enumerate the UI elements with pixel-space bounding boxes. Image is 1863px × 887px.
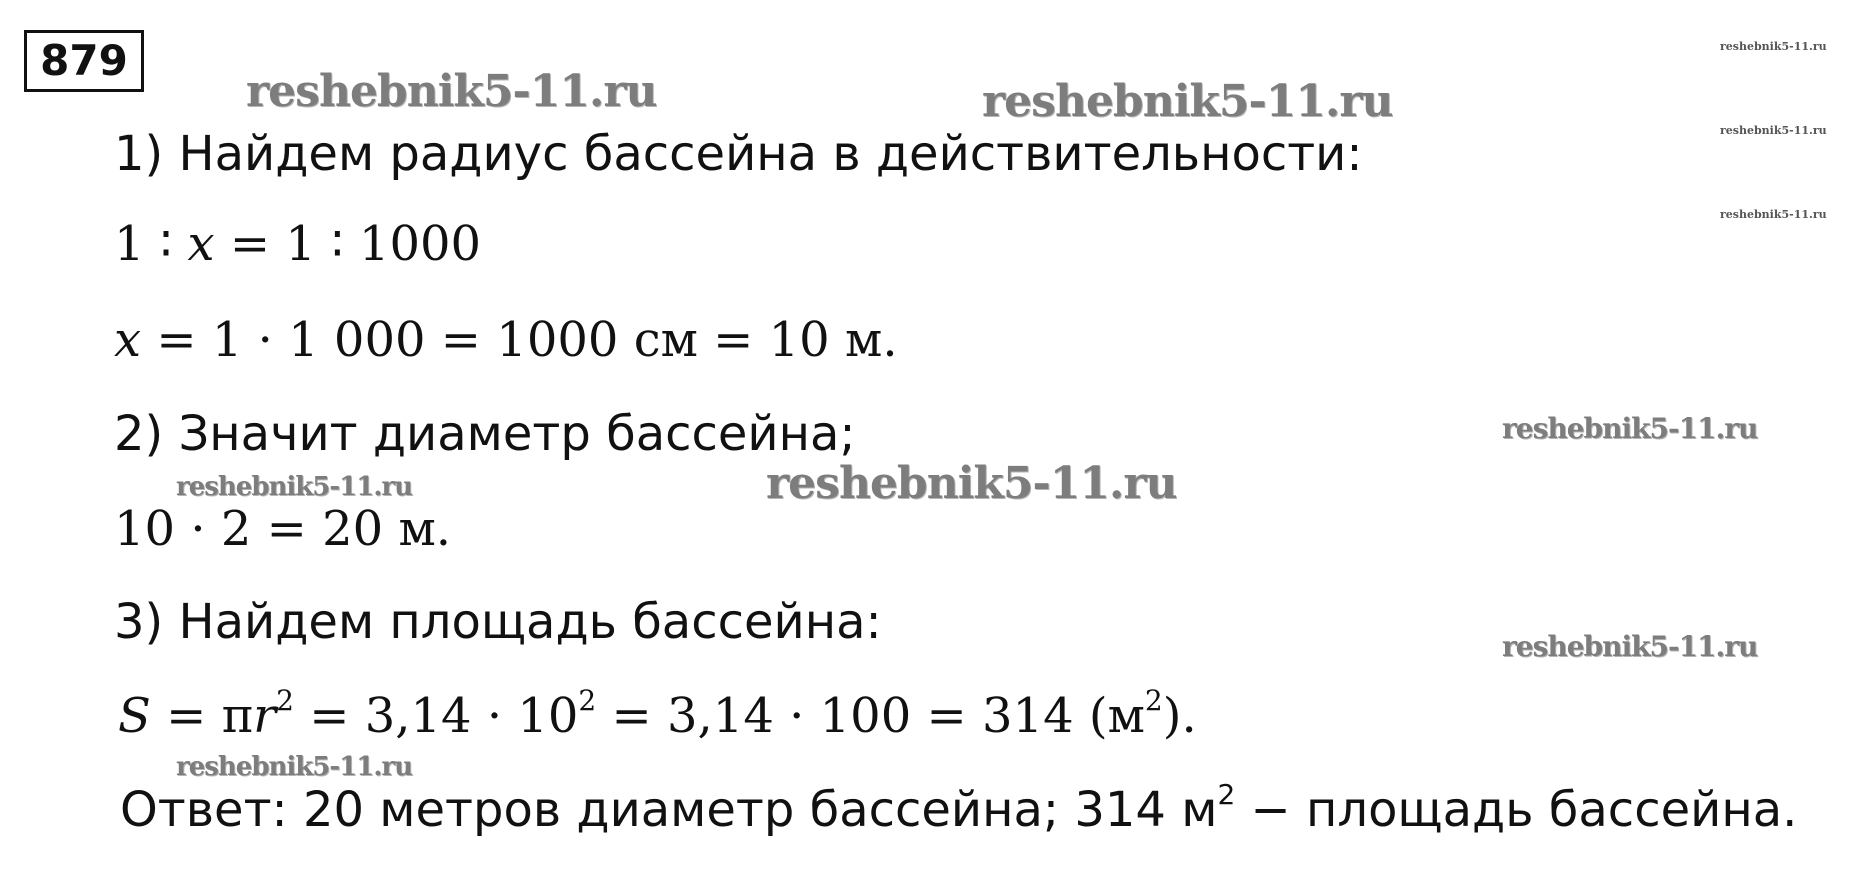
exponent: 2 [1217, 778, 1236, 811]
step2-title: 2) Значит диаметр бассейна; [114, 406, 856, 462]
watermark: reshebnik5-11.ru [982, 76, 1393, 127]
step1-equation-solve [114, 312, 898, 368]
solve-expression: = 1 · 1 000 = 1000 см = 10 м. [141, 312, 898, 368]
watermark: reshebnik5-11.ru [176, 752, 413, 782]
variable-r: r [253, 688, 277, 744]
watermark: reshebnik5-11.ru [1720, 124, 1827, 137]
formula-part: = 3,14 · 10 [293, 688, 579, 744]
answer-text: Ответ: 20 метров диаметр бассейна; 314 м [120, 782, 1218, 838]
watermark: reshebnik5-11.ru [176, 472, 413, 502]
answer [120, 778, 1798, 838]
exponent: 2 [578, 684, 597, 717]
variable-S: S [118, 688, 151, 744]
step3-area-formula [118, 684, 1197, 744]
variable-x: x [187, 216, 215, 272]
formula-part: = 3,14 · 100 = 314 (м [596, 688, 1145, 744]
answer-text: − площадь бассейна. [1235, 782, 1798, 838]
watermark: reshebnik5-11.ru [246, 66, 657, 117]
ratio-right: = 1 ∶ 1000 [214, 216, 482, 272]
step1-title: 1) Найдем радиус бассейна в действительности: [114, 126, 1363, 182]
formula-part: = π [150, 688, 254, 744]
watermark: reshebnik5-11.ru [766, 458, 1177, 509]
watermark: reshebnik5-11.ru [1720, 40, 1827, 53]
watermark: reshebnik5-11.ru [1502, 412, 1758, 445]
variable-x: x [114, 312, 142, 368]
exponent: 2 [276, 684, 294, 717]
step1-equation-ratio [114, 216, 482, 272]
watermark: reshebnik5-11.ru [1502, 630, 1758, 663]
ratio-left: 1 ∶ [114, 216, 188, 272]
problem-number: 879 [24, 30, 144, 92]
step3-title: 3) Найдем площадь бассейна: [114, 594, 882, 650]
exponent: 2 [1144, 684, 1163, 717]
watermark: reshebnik5-11.ru [1720, 208, 1827, 221]
formula-part: ). [1162, 688, 1197, 744]
step2-equation: 10 · 2 = 20 м. [114, 501, 452, 557]
